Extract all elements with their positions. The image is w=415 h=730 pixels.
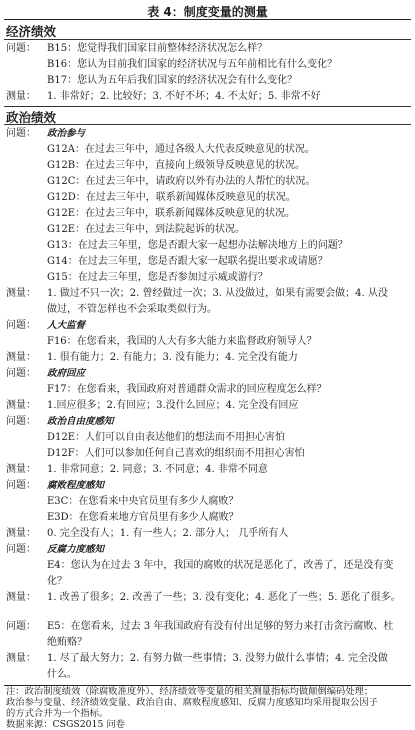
question-text: G12E：在过去三年中，到法院起诉的状况。: [47, 224, 246, 235]
question-label: 问题：: [6, 320, 36, 331]
question-text: G12C：在过去三年中，请政府以外有办法的人帮忙的状况。: [47, 176, 316, 187]
section-heading-economic: 经济绩效: [6, 24, 57, 39]
measure-text: 1. 尽了最大努力；2. 有努力做一些事情；3. 没努力做什么事情；4. 完全没做: [47, 653, 388, 664]
question-text: G14：在过去三年里，您是否跟大家一起联名提出要求或请愿？: [47, 256, 328, 267]
table-note: 政治参与变量、经济绩效变量、政治自由、腐败程度感知、反腐力度感知均采用提取公因子: [6, 697, 378, 708]
measure-text: 0. 完全没有人；1. 有一些人；2. 部分人； 几乎所有人: [47, 528, 289, 539]
question-text: E3D：在您看来地方官员里有多少人腐败？: [47, 512, 239, 523]
question-text: F16：在您看来，我国的人大有多大能力来监督政府领导人？: [47, 336, 317, 347]
question-text: 化？: [47, 576, 67, 587]
section-divider: [4, 106, 411, 107]
question-text: G12B：在过去三年中，直接向上级领导反映意见的状况。: [47, 160, 306, 171]
question-text: G12E：在过去三年中，联系新闻媒体反映意见的状况。: [47, 208, 296, 219]
question-text: F17：在您看来，我国政府对普通群众需求的回应程度怎么样？: [47, 384, 327, 395]
subsection-heading: 政治自由度感知: [47, 416, 114, 427]
question-text: D12F：人们可以参加任何自己喜欢的组织而不用担心害怕: [47, 448, 305, 459]
table-note: 的方式合并为一个指标。: [6, 708, 109, 719]
section-rule-economic: [4, 39, 411, 40]
subsection-heading: 政府回应: [47, 368, 86, 379]
question-text: B15：您觉得我们国家目前整体经济状况怎么样？: [47, 43, 268, 54]
measure-label: 测量：: [6, 352, 36, 363]
measure-text: 什么。: [47, 669, 77, 680]
measure-text: 做过，不管怎样也不会采取类似行为。: [47, 304, 217, 315]
measure-label: 测量：: [6, 592, 36, 603]
subsection-heading: 腐败程度感知: [47, 480, 105, 491]
measure-text: 1. 改善了很多；2. 改善了一些；3. 没有变化；4. 恶化了一些；5. 恶化了很多。: [47, 592, 401, 603]
question-text: G15：在过去三年里，您是否参加过示威或游行？: [47, 272, 268, 283]
measure-label: 测量：: [6, 464, 36, 475]
question-text: B16：您认为目前我们国家的经济状况与五年前相比有什么变化？: [47, 59, 338, 70]
measure-label: 测量：: [6, 288, 36, 299]
question-text: G13：在过去三年里，您是否跟大家一起想办法解决地方上的问题？: [47, 240, 348, 251]
measure-text: 1. 做过不只一次；2. 曾经做过一次；3. 从没做过，如果有需要会做；4. 从没: [47, 288, 388, 299]
top-rule: [4, 19, 411, 20]
question-text: E3C：在您看来中央官员里有多少人腐败？: [47, 496, 239, 507]
measure-label: 测量：: [6, 91, 36, 102]
question-label: 问题：: [6, 368, 36, 379]
measure-text: 1.回应很多；2.有回应；3.没什么回应；4. 完全没有回应: [47, 400, 299, 411]
question-text: 绝贿赂？: [47, 637, 87, 648]
question-text: D12E：人们可以自由表达他们的想法而不用担心害怕: [47, 432, 286, 443]
table-note: 注：政治制度绩效（除腐败准度外）、经济绩效等变量的相关测量指标均做颠倒编码处理；: [6, 686, 374, 697]
question-text: G12A：在过去三年中，通过各级人大代表反映意见的状况。: [47, 144, 315, 155]
question-text: E5：在您看来，过去 3 年我国政府有没有付出足够的努力来打击贪污腐败、杜: [47, 621, 394, 632]
table-title: 表 4：制度变量的测量: [147, 5, 268, 19]
measure-text: 1. 非常同意；2. 同意；3. 不同意；4. 非常不同意: [47, 464, 268, 475]
measure-label: 测量：: [6, 400, 36, 411]
question-label: 问题：: [6, 43, 36, 54]
subsection-heading: 反腐力度感知: [47, 544, 105, 555]
question-text: B17：您认为五年后我们国家的经济状况会有什么变化？: [47, 75, 298, 86]
measure-label: 测量：: [6, 528, 36, 539]
question-text: G12D：在过去三年中，联系新闻媒体反映意见的状况。: [47, 192, 296, 203]
question-text: E4：您认为在过去 3 年中，我国的腐败的状况是恶化了，改善了，还是没有变: [47, 560, 394, 571]
question-label: 问题：: [6, 480, 36, 491]
measure-label: 测量：: [6, 653, 36, 664]
question-label: 问题：: [6, 544, 36, 555]
measure-text: 1. 非常好；2. 比较好；3. 不好不坏；4. 不太好；5. 非常不好: [47, 91, 321, 102]
section-heading-political: 政治绩效: [6, 110, 57, 125]
question-label: 问题：: [6, 621, 36, 632]
measure-text: 1. 很有能力；2. 有能力；3. 没有能力；4. 完全没有能力: [47, 352, 298, 363]
subsection-heading: 人大监督: [47, 320, 86, 331]
source-note: 数据来源：CSGS2015 问卷: [6, 719, 125, 730]
question-label: 问题：: [6, 416, 36, 427]
question-label: 问题：: [6, 128, 36, 139]
section-rule-political: [4, 124, 411, 125]
subsection-heading: 政治参与: [47, 128, 86, 139]
